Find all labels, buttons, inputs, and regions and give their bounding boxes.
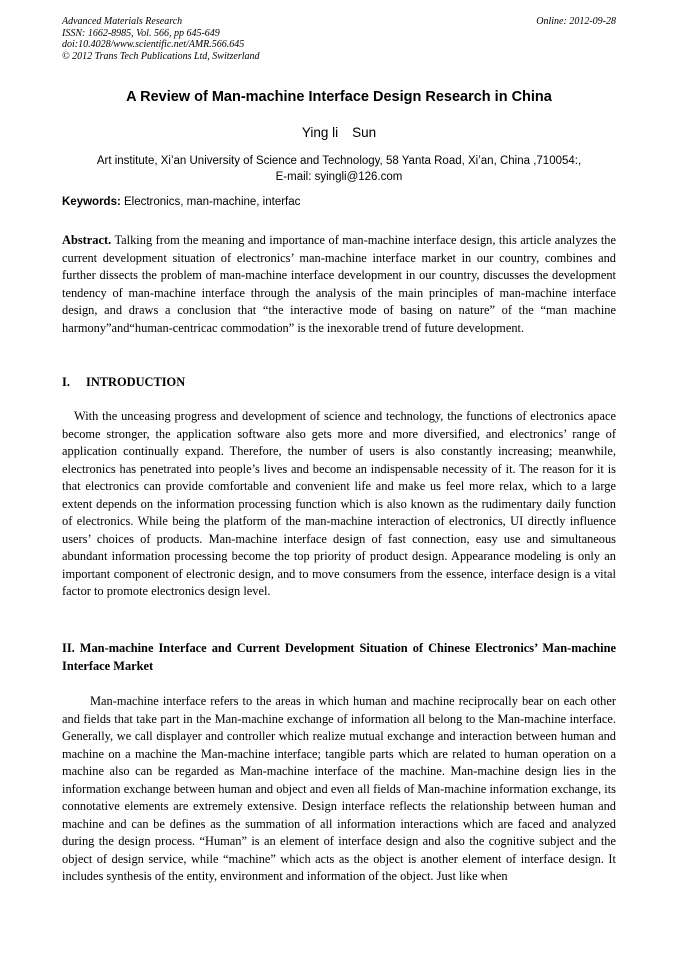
- abstract: [62, 232, 616, 337]
- issn-line: ISSN: 1662-8985, Vol. 566, pp 645-649: [62, 27, 220, 39]
- keywords-label: Keywords:: [62, 196, 121, 208]
- section2-paragraph: Man-machine interface refers to the areas in which human and machine reciprocally bear on each other and fields that take part in the Man-machine exchange of information all belong to the Man-machine interface. Generally, we call displayer and controller which realize mutual exchange and interaction between human and machine on a machine the Man-machine interface; tangible parts which are related to human operation on a machine also can be regarded as Man-machine interface of the machine. Man-machine design lies in the information exchange between human and object and even all fields of Man-machine information exchange, its connotative elements are extremely extensive. Design interface reflects the relationship between human and machine and can be defines as the summation of all information interactions which are faced and analyzed during the design process. “Human” is an element of interface design and also the cognitive subject and the object of design service, while “machine” which acts as the object is another element of interface design. It includes synthesis of the entity, environment and information of the object. Just like when: [62, 694, 616, 883]
- section-number: I.: [62, 375, 70, 389]
- journal-name: Advanced Materials Research: [62, 16, 183, 27]
- section-title: INTRODUCTION: [86, 375, 186, 389]
- author-surname: Sun: [352, 125, 377, 140]
- online-date: Online: 2012-09-28: [536, 16, 616, 27]
- doi-line: doi:10.4028/www.scientific.net/AMR.566.645: [62, 39, 245, 50]
- copyright-line: © 2012 Trans Tech Publications Ltd, Switzerland: [62, 50, 260, 62]
- affiliation-block: [62, 153, 616, 185]
- author-email: E-mail: syingli@126.com: [275, 171, 403, 183]
- keywords: [62, 196, 616, 208]
- journal-header: [62, 16, 616, 62]
- affiliation: Art institute, Xi’an University of Science and Technology, 58 Yanta Road, Xi’an, China ,710054:,: [96, 155, 582, 167]
- keywords-text: Electronics, man-machine, interfac: [120, 196, 301, 208]
- section-heading-man-machine-interface: II. Man-machine Interface and Current Development Situation of Chinese Electronics’ Man-machine Interface Market: [62, 641, 616, 673]
- section-heading-introduction: [62, 374, 616, 392]
- paper-title: A Review of Man-machine Interface Design Research in China: [126, 89, 552, 105]
- introduction-paragraph: With the unceasing progress and development of science and technology, the functions of electronics apace become stronger, the application software also gets more and more diversified, and electronics’ range of application continually expand. Therefore, the number of users is also constantly increasing; meanwhile, electronics has penetrated into people’s lives and become an indispensable necessity of it. The reason for it is that electronics can provide comfortable and convenient life and make us feel more relax, which to a large extent depends on the information processing function which is also known as the rudimentary daily function of electronics. While being the platform of the man-machine interaction of electronics, UI directly influence users’ choices of products. Man-machine interface design of fast connection, easy use and simultaneous abundant information processing become the top priority of product design. Appearance modeling is only an important component of electronic design, and to move consumers from the essence, interface design is a vital factor to promote electronics design level.: [62, 409, 616, 598]
- author-line: [62, 125, 616, 140]
- abstract-text: Talking from the meaning and importance of man-machine interface design, this article analyzes the current development situation of electronics’ man-machine interface market in our country, combines and further dissects the problem of man-machine interface development in our country, discusses the development tendency of man-machine interface through the analysis of the main principles of man-machine interface design, and draws a conclusion that “the interactive mode of basing on nature” of the “man machine harmony”and“human-centricac commodation” is the inexorable trend of future development.: [62, 233, 616, 335]
- author-given-name: Ying li: [301, 125, 339, 140]
- abstract-label: Abstract.: [62, 233, 112, 247]
